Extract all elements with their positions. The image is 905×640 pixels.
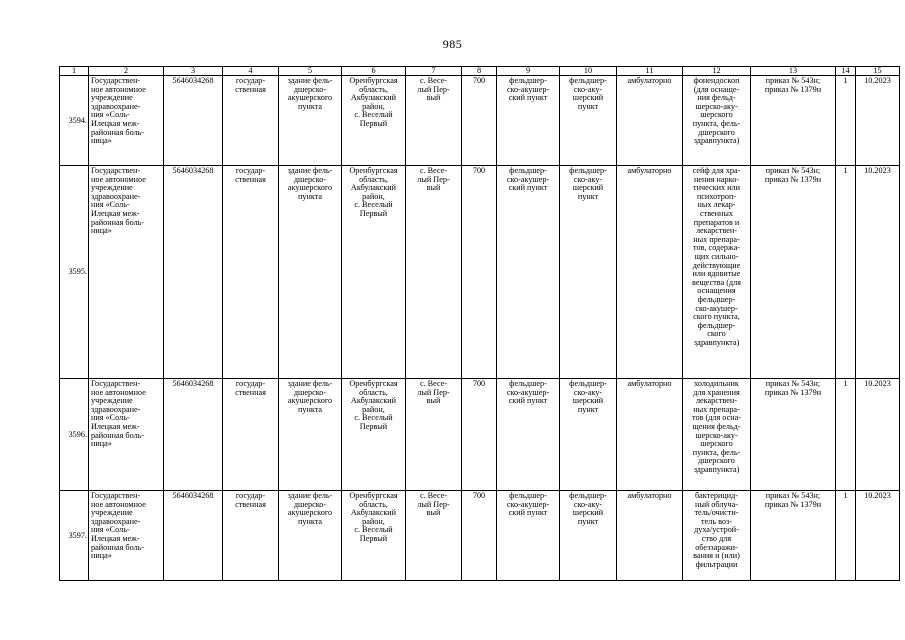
code-cell: 700 [462, 166, 497, 379]
facility-cell: фельдшер- ско-акушер- ский пункт [497, 166, 560, 379]
organization-cell: Государствен- ное автономное учреждение здравоохране- ния «Соль- Илецкая меж- районная боль- ница» [89, 76, 164, 166]
equipment-cell: бактерицид- ный облуча- тель/очисти- тель воз- духа/устрой- ство для обеззаражи- вания и (или) фильтрации [683, 491, 751, 581]
settlement-cell: с. Весе- лый Пер- вый [406, 491, 462, 581]
column-header: 1 [60, 67, 89, 76]
division-cell: фельдшер- ско-аку- шерский пункт [560, 491, 617, 581]
organization-cell: Государствен- ное автономное учреждение здравоохране- ния «Соль- Илецкая меж- районная боль- ница» [89, 379, 164, 491]
date-cell: 10.2023 [856, 166, 900, 379]
column-header: 3 [164, 67, 223, 76]
column-header: 10 [560, 67, 617, 76]
ownership-cell: государ- ственная [223, 76, 279, 166]
column-header: 2 [89, 67, 164, 76]
organization-cell: Государствен- ное автономное учреждение здравоохране- ния «Соль- Илецкая меж- районная боль- ница» [89, 491, 164, 581]
division-cell: фельдшер- ско-аку- шерский пункт [560, 166, 617, 379]
column-header: 4 [223, 67, 279, 76]
row-number: 3596. [60, 379, 89, 491]
order-cell: приказ № 543н; приказ № 1379н [751, 379, 836, 491]
column-header: 6 [342, 67, 406, 76]
inn-cell: 5646034268 [164, 491, 223, 581]
equipment-cell: сейф для хра- нения нарко- тических или психотроп- ных лекар- ственных препаратов и лекарствен- ных препара- тов, содержа- щих сильно- действующие или ядовитые вещества (для оснащения фельдшер- ско-акушер- ского пункта, фельдшер- ского здравпункта) [683, 166, 751, 379]
date-cell: 10.2023 [856, 379, 900, 491]
code-cell: 700 [462, 491, 497, 581]
equipment-cell: холодильник для хранения лекарствен- ных препара- тов (для осна- щения фельд- шерско-аку- шерского пункта, фель- дшерского здравпункта) [683, 379, 751, 491]
building-cell: здание фель- дшерско- акушерского пункта [279, 76, 342, 166]
date-cell: 10.2023 [856, 76, 900, 166]
facility-cell: фельдшер- ско-акушер- ский пункт [497, 491, 560, 581]
address-cell: Оренбургская область, Акбулакский район, с. Веселый Первый [342, 166, 406, 379]
column-header: 12 [683, 67, 751, 76]
page-number: 985 [442, 37, 463, 51]
inn-cell: 5646034268 [164, 166, 223, 379]
column-header: 14 [836, 67, 856, 76]
order-cell: приказ № 543н; приказ № 1379н [751, 166, 836, 379]
inn-cell: 5646034268 [164, 76, 223, 166]
address-cell: Оренбургская область, Акбулакский район, с. Веселый Первый [342, 379, 406, 491]
table-row [60, 491, 900, 581]
care-type-cell: амбулаторно [617, 379, 683, 491]
column-header: 11 [617, 67, 683, 76]
row-number: 3595. [60, 166, 89, 379]
column-header: 9 [497, 67, 560, 76]
division-cell: фельдшер- ско-аку- шерский пункт [560, 379, 617, 491]
settlement-cell: с. Весе- лый Пер- вый [406, 379, 462, 491]
order-cell: приказ № 543н; приказ № 1379н [751, 76, 836, 166]
order-cell: приказ № 543н; приказ № 1379н [751, 491, 836, 581]
quantity-cell: 1 [836, 491, 856, 581]
date-cell: 10.2023 [856, 491, 900, 581]
quantity-cell: 1 [836, 76, 856, 166]
column-header: 8 [462, 67, 497, 76]
building-cell: здание фель- дшерско- акушерского пункта [279, 166, 342, 379]
address-cell: Оренбургская область, Акбулакский район, с. Веселый Первый [342, 491, 406, 581]
row-number: 3597. [60, 491, 89, 581]
quantity-cell: 1 [836, 379, 856, 491]
column-header: 15 [856, 67, 900, 76]
code-cell: 700 [462, 379, 497, 491]
ownership-cell: государ- ственная [223, 166, 279, 379]
ownership-cell: государ- ственная [223, 491, 279, 581]
table-row [60, 166, 900, 379]
column-header: 13 [751, 67, 836, 76]
quantity-cell: 1 [836, 166, 856, 379]
row-number: 3594. [60, 76, 89, 166]
equipment-cell: фонендоскоп (для оснаще- ния фельд- шерско-аку- шерского пункта, фель- дшерского здравпункта) [683, 76, 751, 166]
building-cell: здание фель- дшерско- акушерского пункта [279, 379, 342, 491]
facility-cell: фельдшер- ско-акушер- ский пункт [497, 379, 560, 491]
column-number-row [60, 67, 900, 76]
settlement-cell: с. Весе- лый Пер- вый [406, 76, 462, 166]
column-header: 7 [406, 67, 462, 76]
division-cell: фельдшер- ско-аку- шерский пункт [560, 76, 617, 166]
code-cell: 700 [462, 76, 497, 166]
care-type-cell: амбулаторно [617, 76, 683, 166]
care-type-cell: амбулаторно [617, 491, 683, 581]
ownership-cell: государ- ственная [223, 379, 279, 491]
organization-cell: Государствен- ное автономное учреждение здравоохране- ния «Соль- Илецкая меж- районная боль- ница» [89, 166, 164, 379]
address-cell: Оренбургская область, Акбулакский район, с. Веселый Первый [342, 76, 406, 166]
column-header: 5 [279, 67, 342, 76]
table-row [60, 379, 900, 491]
table-row [60, 76, 900, 166]
register-table [59, 66, 900, 581]
care-type-cell: амбулаторно [617, 166, 683, 379]
building-cell: здание фель- дшерско- акушерского пункта [279, 491, 342, 581]
facility-cell: фельдшер- ско-акушер- ский пункт [497, 76, 560, 166]
settlement-cell: с. Весе- лый Пер- вый [406, 166, 462, 379]
inn-cell: 5646034268 [164, 379, 223, 491]
